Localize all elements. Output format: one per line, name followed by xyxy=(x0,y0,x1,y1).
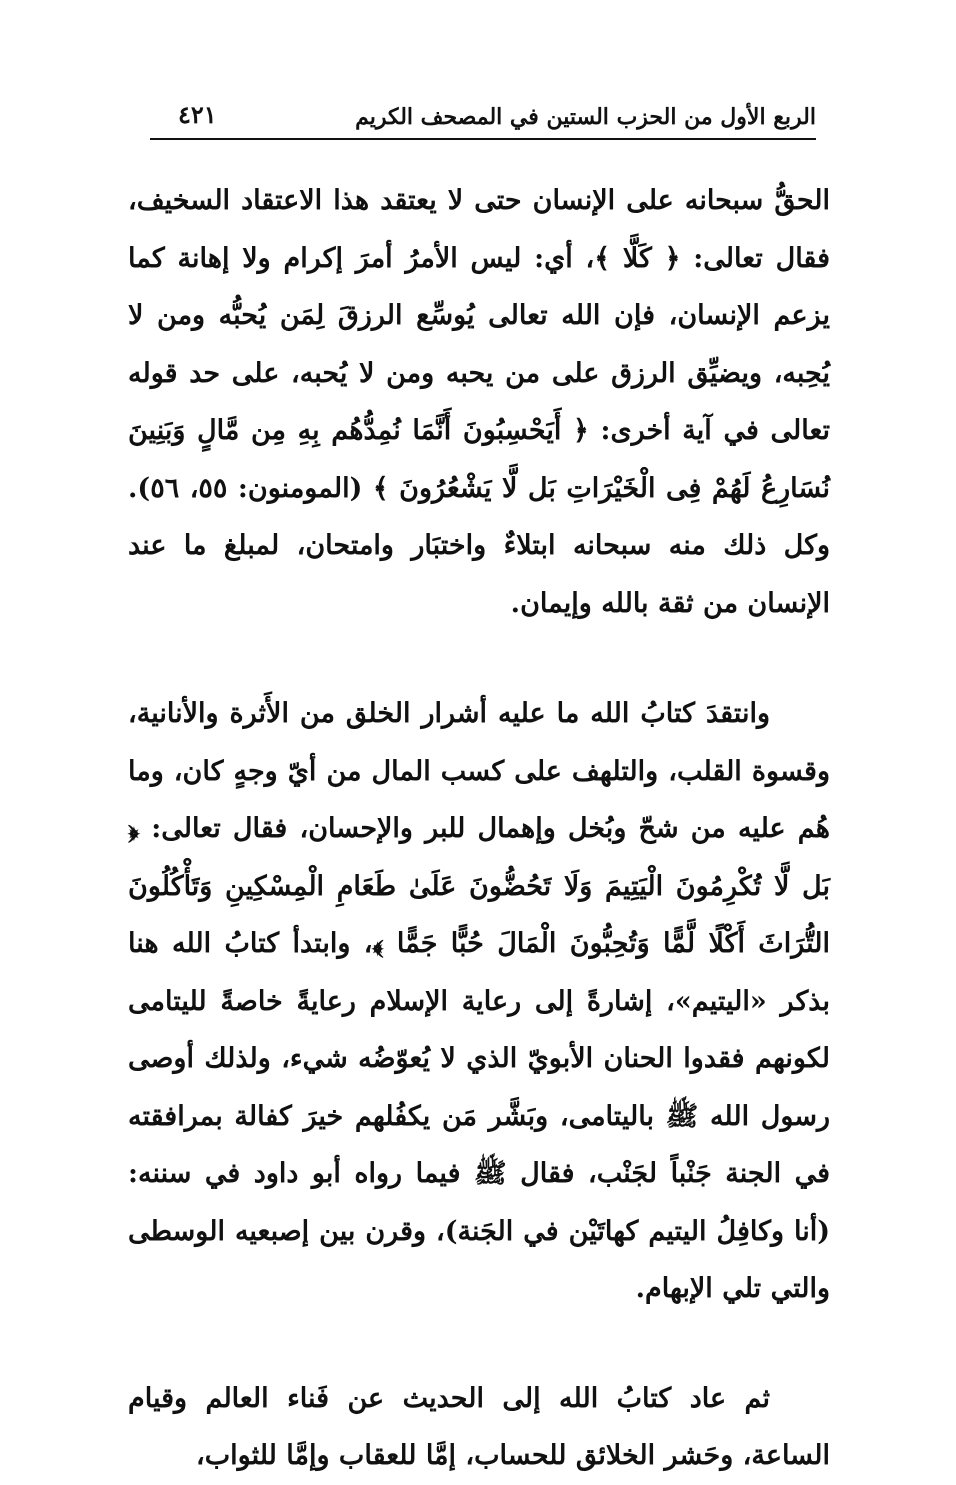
page-number: ٤٢١ xyxy=(178,100,217,129)
paragraph-3: ثم عاد كتابُ الله إلى الحديث عن فَناء العالم وقيام الساعة، وحَشر الخلائق للحساب، إمَّا للعقاب وإمَّا للثواب، xyxy=(128,1382,830,1471)
paragraph-2: وانتقدَ كتابُ الله ما عليه أشرار الخلق من الأَثرة والأنانية، وقسوة القلب، والتلهف على كسب المال من أيّ وجهٍ كان، وما هُم عليه من شحّ وبُخل وإهمال للبر والإحسان، فقال تعالى: ﴿ بَل لَّا تُكْرِمُونَ الْيَتِيمَ وَلَا تَحُضُّونَ عَلَىٰ طَعَامِ الْمِسْكِينِ وَتَأْكُلُونَ التُّرَاثَ أَكْلًا لَّمًّا وَتُحِبُّونَ الْمَالَ حُبًّا جَمًّا ﴾، وابتدأ كتابُ الله هنا بذكر «اليتيم»، إشارةً إلى رعاية الإسلام رعايةً خاصةً لليتامى لكونهم فقدوا الحنان الأبويّ الذي لا يُعوّضُه شيء، ولذلك أوصى رسول الله ﷺ باليتامى، وبَشَّر مَن يكفُلهم خيرَ كفالة بمرافقته في الجنة جَنْباً لجَنْب، فقال ﷺ فيما رواه أبو داود في سننه: (أنا وكافِلُ اليتيم كهاتَيْن في الجَنة)، وقرن بين إصبعيه الوسطى والتي تلي الإبهام. xyxy=(128,698,830,1304)
paragraph-spacer xyxy=(128,632,830,685)
body-text xyxy=(128,172,830,1485)
paragraph-spacer xyxy=(128,1318,830,1370)
running-title: الربع الأول من الحزب الستين في المصحف الكريم xyxy=(355,104,816,130)
page-header xyxy=(150,100,816,140)
paragraph-1: الحقُّ سبحانه على الإنسان حتى لا يعتقد هذا الاعتقاد السخيف، فقال تعالى: ﴿ كَلَّا ﴾، أي: ليس الأمرُ أمرَ إكرام ولا إهانة كما يزعم الإنسان، فإن الله تعالى يُوسِّع الرزقَ لِمَن يُحبُّه ومن لا يُحِبه، ويضيِّق الرزق على من يحبه ومن لا يُحبه، على حد قوله تعالى في آية أخرى: ﴿ أَيَحْسِبُونَ أَنَّمَا نُمِدُّهُم بِهِ مِن مَّالٍ وَبَنِينَ نُسَارِعُ لَهُمْ فِى الْخَيْرَاتِ بَل لَّا يَشْعُرُونَ ﴾ (المومنون: ٥٥، ٥٦). وكل ذلك منه سبحانه ابتلاءٌ واختبَار وامتحان، لمبلغ ما عند الإنسان من ثقة بالله وإيمان. xyxy=(128,185,831,619)
